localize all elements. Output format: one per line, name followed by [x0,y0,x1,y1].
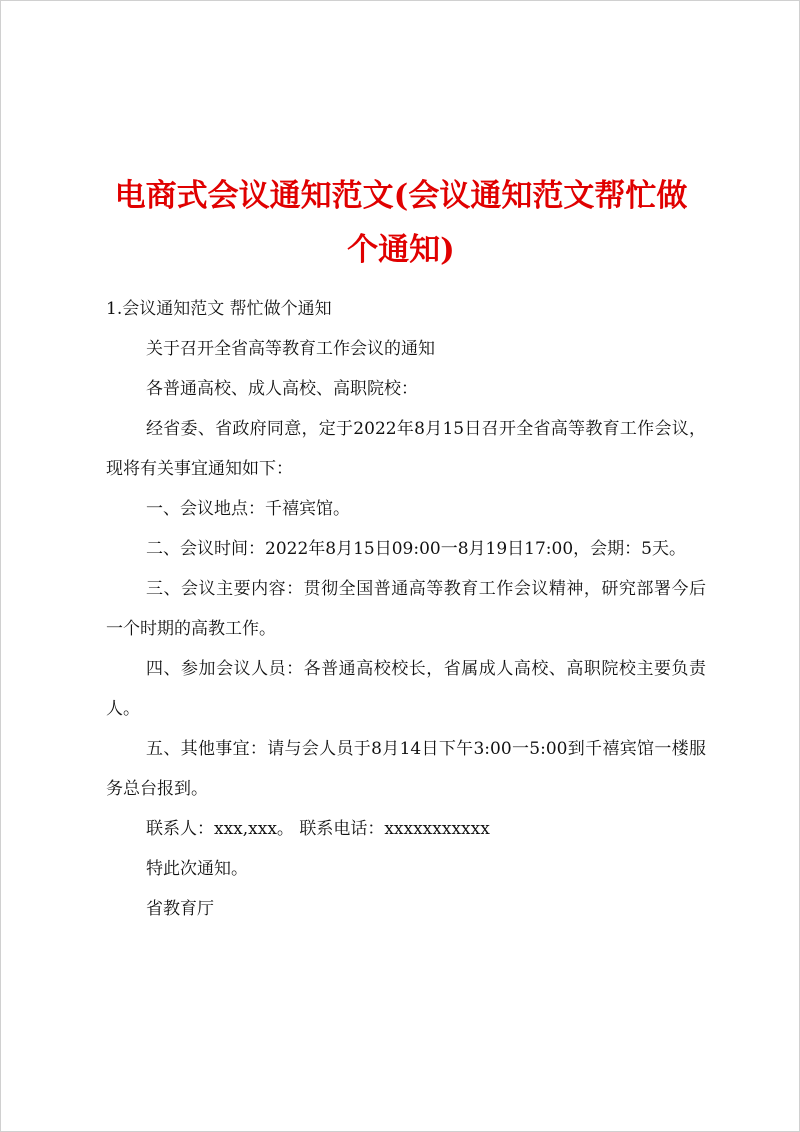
recipients: 各普通高校、成人高校、高职院校： [146,379,418,399]
other-matters: 五、其他事宜：请与会人员于8月14日下午3:00一5:00到千禧宾馆一楼服务总台报到。 [106,739,706,799]
closing-line: 特此次通知。 [146,859,248,879]
contact-info: 联系人：xxx,xxx。 联系电话：xxxxxxxxxxx [146,819,490,839]
intro-paragraph: 经省委、省政府同意，定于2022年8月15日召开全省高等教育工作会议，现将有关事宜通知如下： [106,419,706,479]
document-body [106,289,706,929]
document-title: 电商式会议通知范文(会议通知范文帮忙做个通知) [114,178,688,268]
section-heading: 1.会议通知范文 帮忙做个通知 [106,299,332,319]
issuer: 省教育厅 [146,899,214,919]
meeting-location: 一、会议地点：千禧宾馆。 [146,499,350,519]
meeting-content: 三、会议主要内容：贯彻全国普通高等教育工作会议精神，研究部署今后一个时期的高教工作。 [106,579,706,639]
meeting-time: 二、会议时间：2022年8月15日09:00一8月19日17:00，会期：5天。 [146,539,686,559]
notice-title: 关于召开全省高等教育工作会议的通知 [146,339,435,359]
meeting-attendees: 四、参加会议人员：各普通高校校长，省属成人高校、高职院校主要负责人。 [106,659,706,719]
